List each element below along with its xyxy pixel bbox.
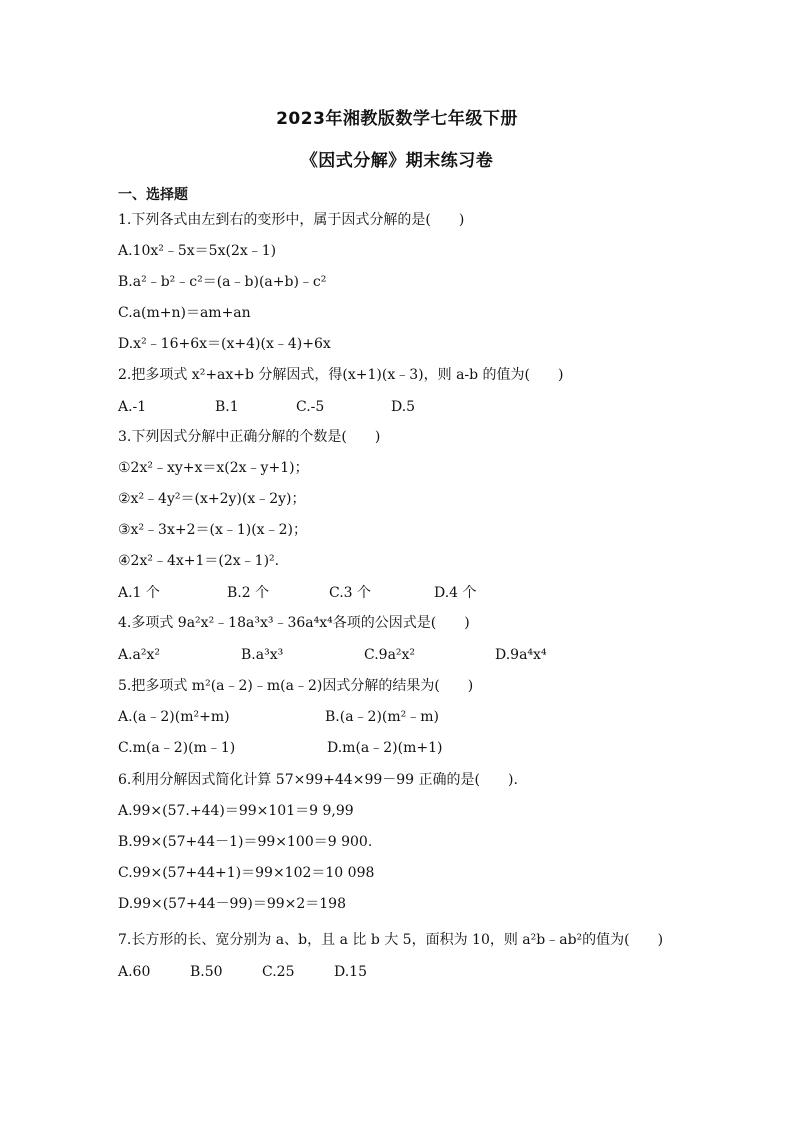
question-2-option-c: C.-5 — [296, 399, 325, 415]
question-1-option-c: C.a(m+n)＝am+an — [118, 305, 251, 321]
question-3-item-2: ②x²﹣4y²＝(x+2y)(x﹣2y)； — [118, 491, 306, 507]
question-3-option-c: C.3 个 — [329, 585, 372, 601]
question-3-item-4: ④2x²﹣4x+1＝(2x﹣1)². — [118, 553, 280, 569]
question-3-item-1: ①2x²﹣xy+x＝x(2x﹣y+1)； — [118, 460, 309, 476]
question-2-option-b: B.1 — [215, 399, 239, 415]
question-6-option-b: B.99×(57+44－1)＝99×100＝9 900. — [118, 834, 373, 850]
question-1-stem: 1.下列各式由左到右的变形中，属于因式分解的是( ) — [118, 212, 465, 228]
question-3-option-d: D.4 个 — [434, 585, 477, 601]
document-subtitle: 《因式分解》期末练习卷 — [300, 151, 494, 171]
question-1-option-b: B.a²﹣b²﹣c²＝(a﹣b)(a+b)﹣c² — [118, 274, 327, 290]
question-4-option-c: C.9a²x² — [364, 647, 416, 663]
question-6-option-c: C.99×(57+44+1)＝99×102＝10 098 — [118, 865, 375, 881]
question-7-option-a: A.60 — [118, 964, 151, 980]
question-4-option-a: A.a²x² — [118, 647, 161, 663]
question-5-option-a: A.(a﹣2)(m²+m) — [118, 709, 230, 725]
question-7-option-b: B.50 — [190, 964, 223, 980]
question-3-option-a: A.1 个 — [118, 585, 160, 601]
question-1-option-d: D.x²﹣16+6x＝(x+4)(x﹣4)+6x — [118, 336, 331, 352]
question-5-stem: 5.把多项式 m²(a﹣2)﹣m(a﹣2)因式分解的结果为( ) — [118, 678, 474, 694]
question-1-option-a: A.10x²﹣5x＝5x(2x﹣1) — [118, 243, 277, 259]
question-2-stem: 2.把多项式 x²+ax+b 分解因式，得(x+1)(x﹣3)，则 a-b 的值为( ) — [118, 367, 564, 383]
question-6-stem: 6.利用分解因式简化计算 57×99+44×99－99 正确的是( ). — [118, 772, 518, 788]
question-3-item-3: ③x²﹣3x+2＝(x﹣1)(x﹣2)； — [118, 522, 307, 538]
section-heading: 一、选择题 — [118, 187, 188, 203]
question-7-option-d: D.15 — [334, 964, 367, 980]
question-4-option-b: B.a³x³ — [241, 647, 284, 663]
question-6-option-a: A.99×(57.+44)＝99×101＝9 9,99 — [118, 803, 354, 819]
question-4-option-d: D.9a⁴x⁴ — [495, 647, 547, 663]
question-5-option-c: C.m(a﹣2)(m﹣1) — [118, 740, 236, 756]
question-5-option-b: B.(a﹣2)(m²﹣m) — [325, 709, 440, 725]
question-3-option-b: B.2 个 — [227, 585, 270, 601]
question-5-option-d: D.m(a﹣2)(m+1) — [327, 740, 443, 756]
document-title: 2023年湘教版数学七年级下册 — [276, 109, 518, 129]
question-6-option-d: D.99×(57+44－99)＝99×2＝198 — [118, 896, 346, 912]
question-2-option-a: A.-1 — [118, 399, 147, 415]
question-7-option-c: C.25 — [262, 964, 295, 980]
question-4-stem: 4.多项式 9a²x²﹣18a³x³﹣36a⁴x⁴各项的公因式是( ) — [118, 615, 470, 631]
question-7-stem: 7.长方形的长、宽分别为 a、b，且 a 比 b 大 5，面积为 10，则 a²b﹣ab²的值为( ) — [118, 932, 664, 948]
question-2-option-d: D.5 — [391, 399, 416, 415]
question-3-stem: 3.下列因式分解中正确分解的个数是( ) — [118, 429, 381, 445]
